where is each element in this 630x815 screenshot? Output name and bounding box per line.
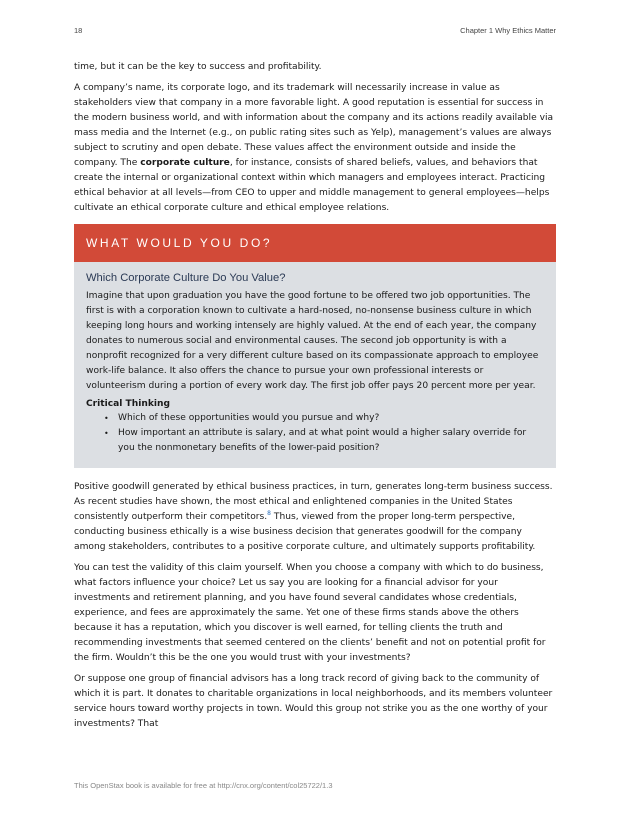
paragraph-text: Thus, viewed from the proper long-term perspective, conducting business ethically is a wise business decision that generates goodwill for the company among stakeholders, contributes to a positive corporate culture, and ultimately supports profitability. [74,512,536,552]
feature-box-subtitle: Which Corporate Culture Do You Value? [86,272,286,284]
feature-box-heading: WHAT WOULD YOU DO? [86,236,273,250]
paragraph: You can test the validity of this claim yourself. When you choose a company with which to do business, what factors influence your choice? Let us say you are looking for a financial advisor for your investments and retirement planning, and you have found several candidates whose credentials, experience, and fees are approximately the same. Yet one of these firms stands above the others because it has a reputation, which you discover is well earned, for telling clients the truth and recommending investments that seemed centered on the clients’ benefit and not on potential profit for the firm. Wouldn’t this be the one you would trust with your investments? [74,563,546,663]
page-number: 18 [74,26,83,35]
question-item: • How important an attribute is salary, and at what point would a higher salary override for you the nonmonetary benefits of the lower-paid position? [104,426,544,456]
critical-thinking-title: Critical Thinking [86,399,170,409]
paragraph [74,81,556,216]
feature-box [74,224,556,468]
paragraph-text: Positive goodwill generated by ethical business practices, in turn, generates long-term business success. As recent studies have shown, the most ethical and enlightened companies in the United States consistently outperform their competitors. [74,482,553,522]
question-item: • Which of these opportunities would you pursue and why? [104,411,544,426]
feature-box-text: Imagine that upon graduation you have the good fortune to be offered two job opportunities. The first is with a corporation known to cultivate a hard-nosed, no-nonsense business culture in which keeping long hours and working intensely are highly valued. At the end of each year, the company donates to numerous social and environmental causes. The second job opportunity is with a nonprofit recognized for a very different culture based on its compassionate approach to employee work-life balance. It also offers the chance to pursue your own professional interests or volunteerism during a portion of every work day. The first job offer pays 20 percent more per year. [86,291,539,391]
paragraph: time, but it can be the key to success and profitability. [74,62,322,72]
page-content [74,60,556,738]
paragraph-text: A company’s name, its corporate logo, and its trademark will necessarily increase in value as stakeholders view that company in a more favorable light. A good reputation is essential for success in the modern business world, and with information about the company and its actions readily available via mass media and the Internet (e.g., on public rating sites such as Yelp), management’s values are always subject to scrutiny and open debate. These values affect the environment outside and inside the company. The [74,83,554,168]
paragraph [74,480,556,555]
footnote-link[interactable]: 8 [267,510,271,517]
page-header [74,26,556,38]
paragraph: Or suppose one group of financial advisors has a long track record of giving back to the community of which it is part. It donates to charitable organizations in local neighborhoods, and its members volunteer service hours toward worthy projects in town. Would this group not strike you as the one worthy of your investments? That [74,674,553,729]
feature-box-body [74,262,556,468]
paragraph-text: , for instance, consists of shared beliefs, values, and behaviors that create the internal or organizational context within which managers and employees interact. Practicing ethical behavior at all levels—from CEO to upper and middle management to general employees—helps cultivate an ethical corporate culture and ethical employee relations. [74,158,550,213]
question-list [86,411,544,456]
page-footer: This OpenStax book is available for free at http://cnx.org/content/col25722/1.3 [74,781,333,790]
chapter-title: Chapter 1 Why Ethics Matter [460,26,556,35]
feature-box-header [74,224,556,262]
key-term: corporate culture [140,158,230,168]
